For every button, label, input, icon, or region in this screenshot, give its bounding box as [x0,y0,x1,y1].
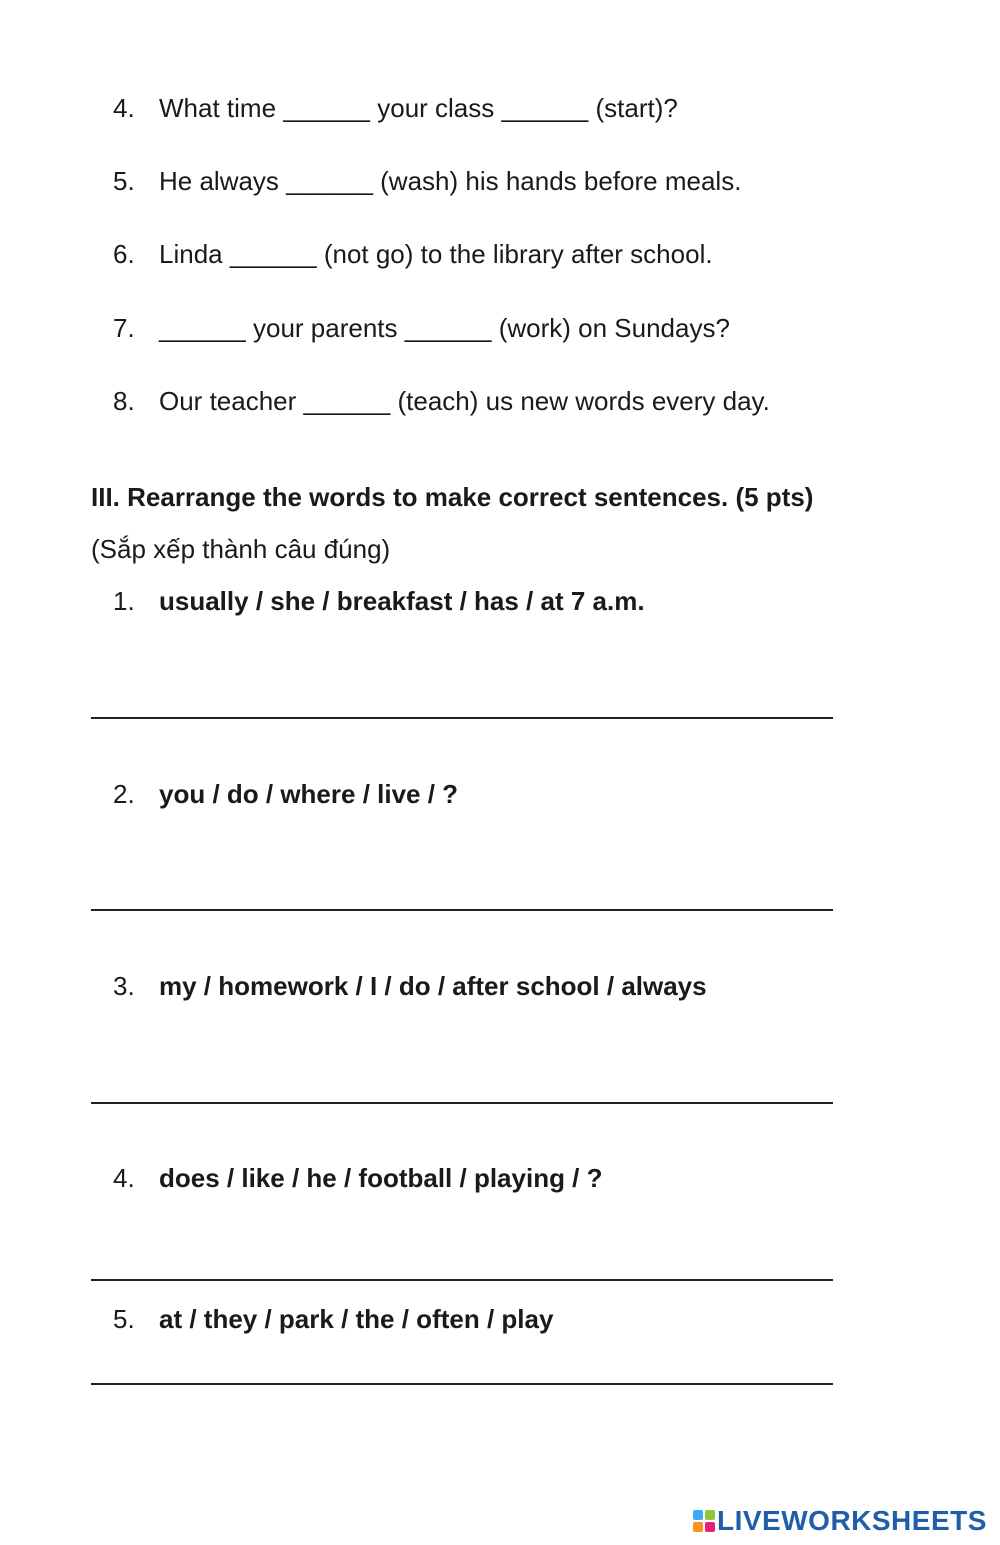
item-text: What time ______ your class ______ (start)? [159,93,678,123]
section3-subheading: (Sắp xếp thành câu đúng) [91,534,391,564]
item-prompt: at / they / park / the / often / play [159,1304,554,1334]
logo-square-icon [693,1522,703,1532]
item-text: ______ your parents ______ (work) on Sundays? [159,313,730,343]
liveworksheets-logo [693,1504,987,1538]
item-number: 4. [113,1163,135,1193]
item-number: 4. [113,93,135,123]
answer-line[interactable] [91,1383,833,1385]
item-prompt: usually / she / breakfast / has / at 7 a.m. [159,586,645,616]
logo-text: LIVEWORKSHEETS [717,1505,987,1536]
item-prompt: you / do / where / live / ? [159,779,459,809]
answer-line[interactable] [91,909,833,911]
section3-heading: III. Rearrange the words to make correct sentences. (5 pts) [91,482,814,512]
item-text: He always ______ (wash) his hands before meals. [159,166,742,196]
item-number: 5. [113,166,135,196]
answer-line[interactable] [91,1279,833,1281]
answer-line[interactable] [91,717,833,719]
item-text: Our teacher ______ (teach) us new words every day. [159,386,770,416]
item-number: 6. [113,239,135,269]
answer-line[interactable] [91,1102,833,1104]
item-number: 5. [113,1304,135,1334]
item-number: 3. [113,971,135,1001]
item-prompt: does / like / he / football / playing / ? [159,1163,603,1193]
logo-mark-icon [693,1510,715,1532]
item-number: 8. [113,386,135,416]
logo-square-icon [705,1510,715,1520]
item-number: 2. [113,779,135,809]
item-number: 7. [113,313,135,343]
item-number: 1. [113,586,135,616]
logo-square-icon [705,1522,715,1532]
item-prompt: my / homework / I / do / after school / always [159,971,707,1001]
item-text: Linda ______ (not go) to the library after school. [159,239,713,269]
logo-square-icon [693,1510,703,1520]
